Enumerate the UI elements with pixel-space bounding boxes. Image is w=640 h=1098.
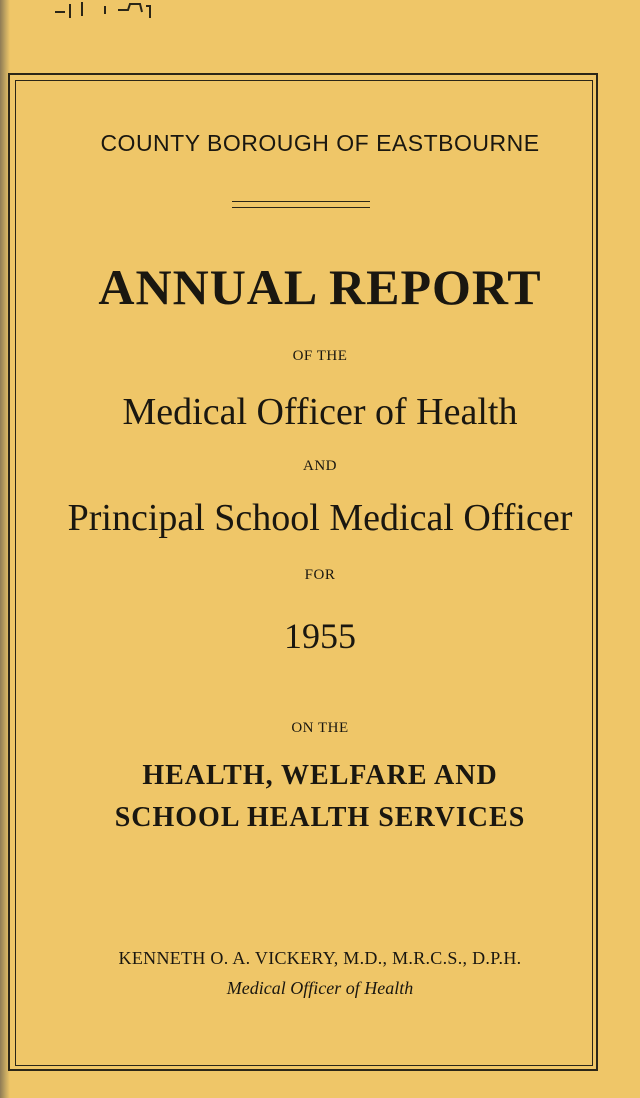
report-title: ANNUAL REPORT xyxy=(98,259,542,315)
on-the-label: ON THE xyxy=(291,720,349,736)
services-heading-line-2: SCHOOL HEALTH SERVICES xyxy=(114,802,526,833)
author-role: Medical Officer of Health xyxy=(226,978,414,998)
report-year: 1955 xyxy=(284,616,356,656)
officer-title: Medical Officer of Health xyxy=(122,391,518,433)
services-heading-line-1: HEALTH, WELFARE AND xyxy=(142,760,498,791)
author-name: KENNETH O. A. VICKERY, M.D., M.R.C.S., D.P.H. xyxy=(118,948,522,968)
for-label: FOR xyxy=(304,567,336,583)
of-the-label: OF THE xyxy=(292,348,348,364)
and-label: AND xyxy=(303,458,337,474)
torn-top-edge-marks xyxy=(50,0,190,20)
county-heading: COUNTY BOROUGH OF EASTBOURNE xyxy=(100,130,540,156)
school-officer-title: Principal School Medical Officer xyxy=(67,497,573,539)
double-rule-divider xyxy=(232,201,370,208)
